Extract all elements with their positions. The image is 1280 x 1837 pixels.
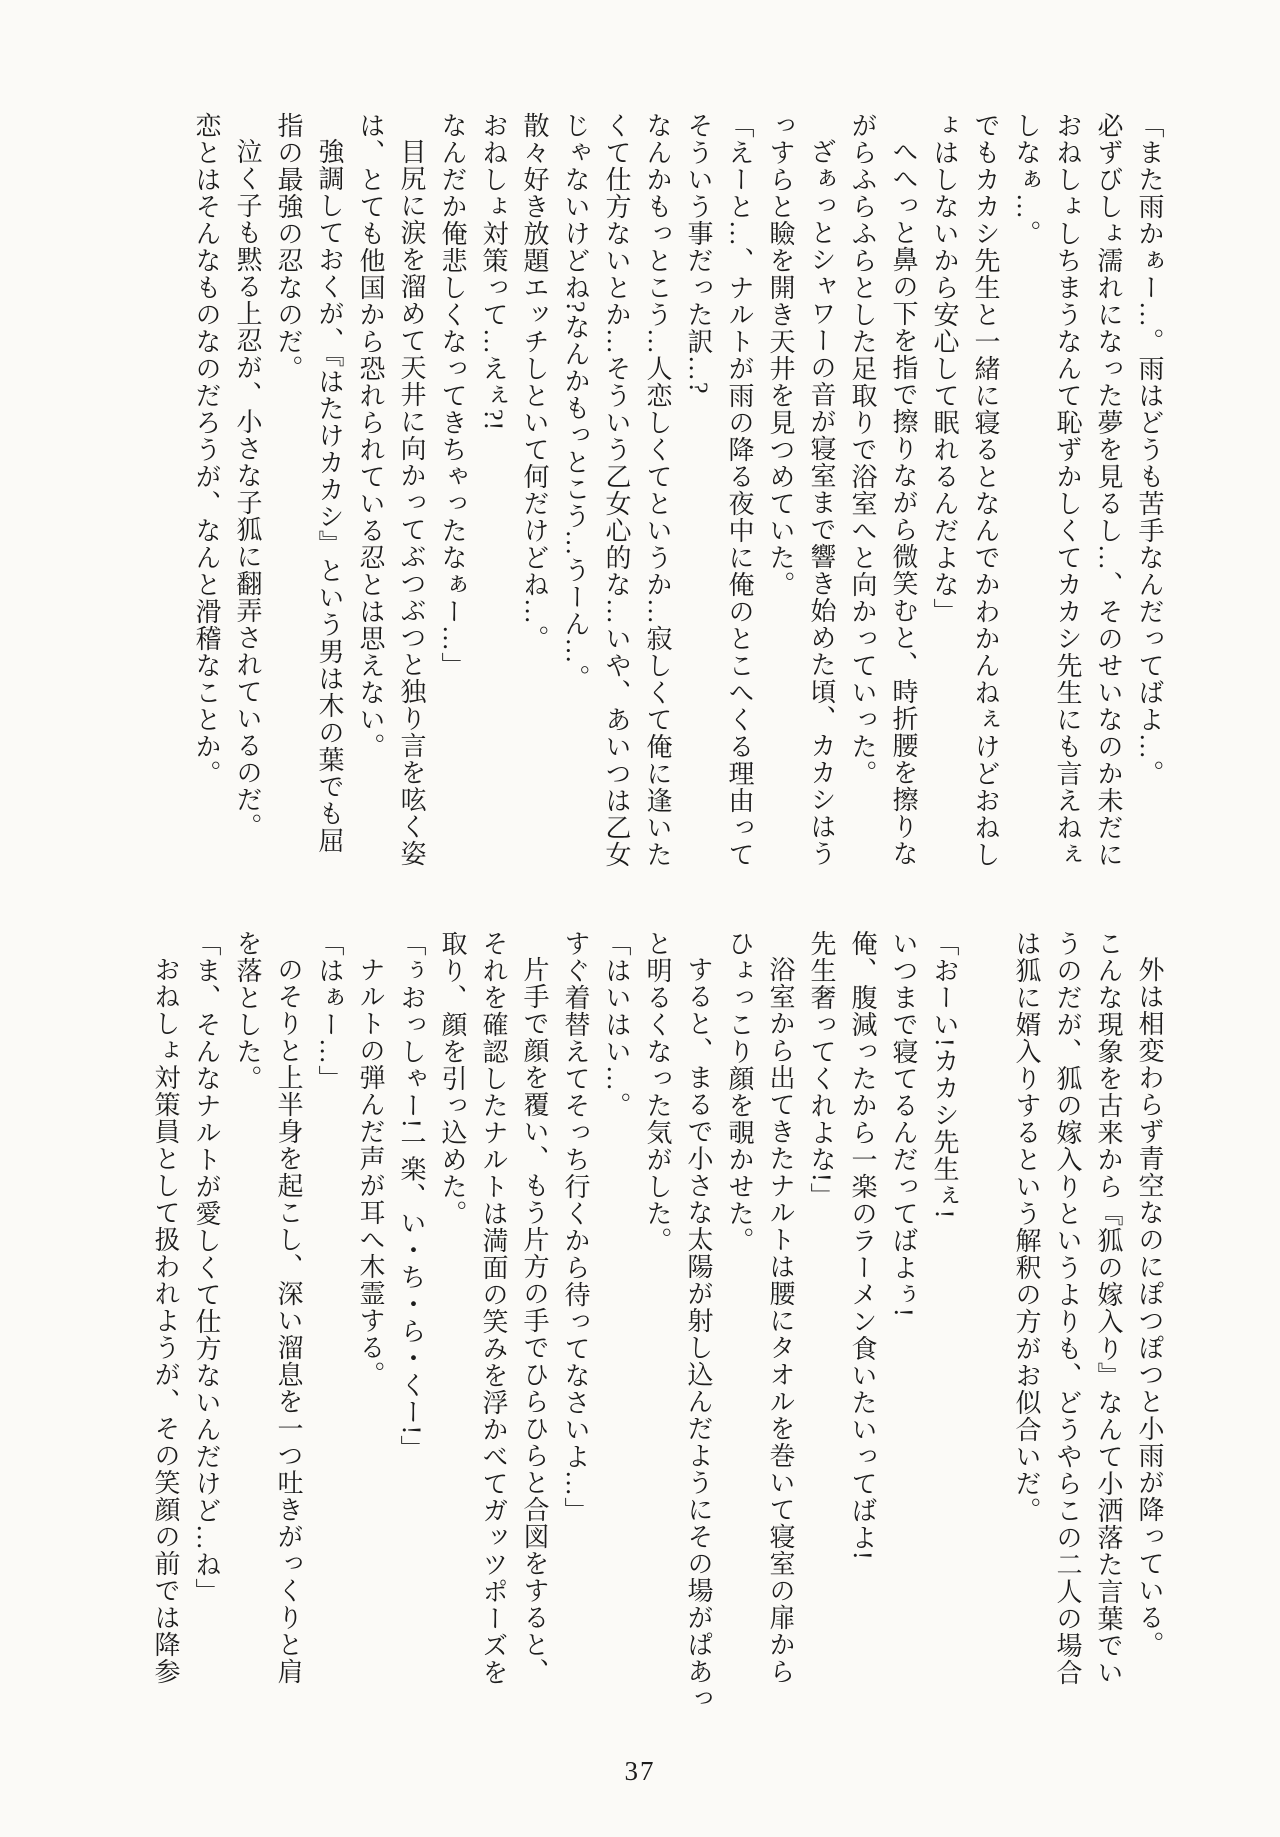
text-column: 指の最強の忍なのだ。 [274,112,303,382]
text-column: 「ま、そんなナルトが愛しくて仕方ないんだけど…ね」 [192,930,221,1605]
text-column: ひょっこり顔を覗かせた。 [725,930,754,1254]
text-column: っすらと瞼を開き天井を見つめていた。 [766,112,795,598]
text-column: ナルトの弾んだ声が耳へ木霊する。 [356,956,385,1388]
text-column: 取り、顔を引っ込めた。 [438,930,467,1227]
text-column: いつまで寝てるんだってばよぅ! [889,930,918,1318]
text-column: は狐に婿入りするという解釈の方がお似合いだ。 [1012,930,1041,1524]
text-column: そういう事だった訳…? [684,112,713,395]
text-column: 必ずびしょ濡れになった夢を見るし…、そのせいなのか未だに [1094,112,1123,868]
text-column: を落とした。 [233,930,262,1092]
text-column: へへっと鼻の下を指で擦りながら微笑むと、時折腰を擦りな [889,138,918,867]
blank-column [965,930,1006,1722]
text-column: 片手で顔を覆い、もう片方の手でひらひらと合図をすると、 [520,956,549,1685]
text-column: 浴室から出てきたナルトは腰にタオルを巻いて寝室の扉から [766,956,795,1685]
text-column: は、とても他国から恐れられている忍とは思えない。 [356,112,385,760]
text-column: 散々好き放題エッチしといて何だけどね…。 [520,112,549,652]
text-column: 俺、腹減ったから一楽のラーメン食いたいってばよ! [848,930,877,1561]
text-column: 強調しておくが、『はたけカカシ』という男は木の葉でも屈 [315,138,344,854]
text-column: がらふらふらとした足取りで浴室へと向かっていった。 [848,112,877,787]
text-block-bottom [145,930,1170,1722]
text-column: おねしょしちまうなんて恥ずかしくてカカシ先生にも言えねぇ [1053,112,1082,868]
text-column: 目尻に涙を溜めて天井に向かってぶつぶつと独り言を呟く姿 [397,138,426,867]
text-column: 「ぅおっしゃー!一楽、い・ち・ら・くー!」 [397,930,426,1463]
text-column: 「はぁー…」 [315,930,344,1092]
text-column: 泣く子も黙る上忍が、小さな子狐に翻弄されているのだ。 [233,138,262,840]
text-column: おねしょ対策って…えぇ?! [479,112,508,432]
text-column: なんかもっとこう…人恋しくてというか…寂しくて俺に逢いた [643,112,672,868]
text-column: ょはしないから安心して眠れるんだよな」 [930,112,959,625]
text-column: 先生奢ってくれよな!」 [807,930,836,1210]
text-column: 外は相変わらず青空なのにぽつぽつと小雨が降っている。 [1135,956,1164,1658]
text-column: でもカカシ先生と一緒に寝るとなんでかわかんねぇけどおねし [971,112,1000,868]
text-column: 「おーい!カカシ先生ぇ! [930,930,959,1220]
text-column: と明るくなった気がした。 [643,930,672,1254]
text-column: 恋とはそんなものなのだろうが、なんと滑稽なことか。 [192,112,221,787]
text-column: のそりと上半身を起こし、深い溜息を一つ吐きがっくりと肩 [274,956,303,1685]
text-column: 「また雨かぁー…。雨はどうも苦手なんだってばよ…。 [1135,112,1164,787]
text-column: すぐ着替えてそっち行くから待ってなさいよ…」 [561,930,590,1524]
page-number: 37 [624,1756,656,1786]
text-column: くて仕方ないとか…そういう乙女心的な…いや、あいつは乙女 [602,112,631,868]
text-column: すると、まるで小さな太陽が射し込んだようにその場がぱあっ [684,956,713,1712]
text-column: しなぁ…。 [1012,112,1041,247]
text-column: 「はいはい…。 [602,930,631,1119]
text-column: それを確認したナルトは満面の笑みを浮かべてガッツポーズを [479,930,508,1686]
text-column: おねしょ対策員として扱われようが、その笑顔の前では降参 [151,956,180,1685]
text-column: こんな現象を古来から『狐の嫁入り』なんて小洒落た言葉でい [1094,930,1123,1686]
text-block-top [186,112,1170,904]
text-column: うのだが、狐の嫁入りというよりも、どうやらこの二人の場合 [1053,930,1082,1686]
text-column: ざぁっとシャワーの音が寝室まで響き始めた頃、カカシはう [807,138,836,867]
text-column: なんだか俺悲しくなってきちゃったなぁー…」 [438,112,467,679]
text-column: 「えーと…、ナルトが雨の降る夜中に俺のとこへくる理由って [725,112,754,868]
text-column: じゃないけどね?なんかもっとこう…うーん…。 [561,112,590,692]
